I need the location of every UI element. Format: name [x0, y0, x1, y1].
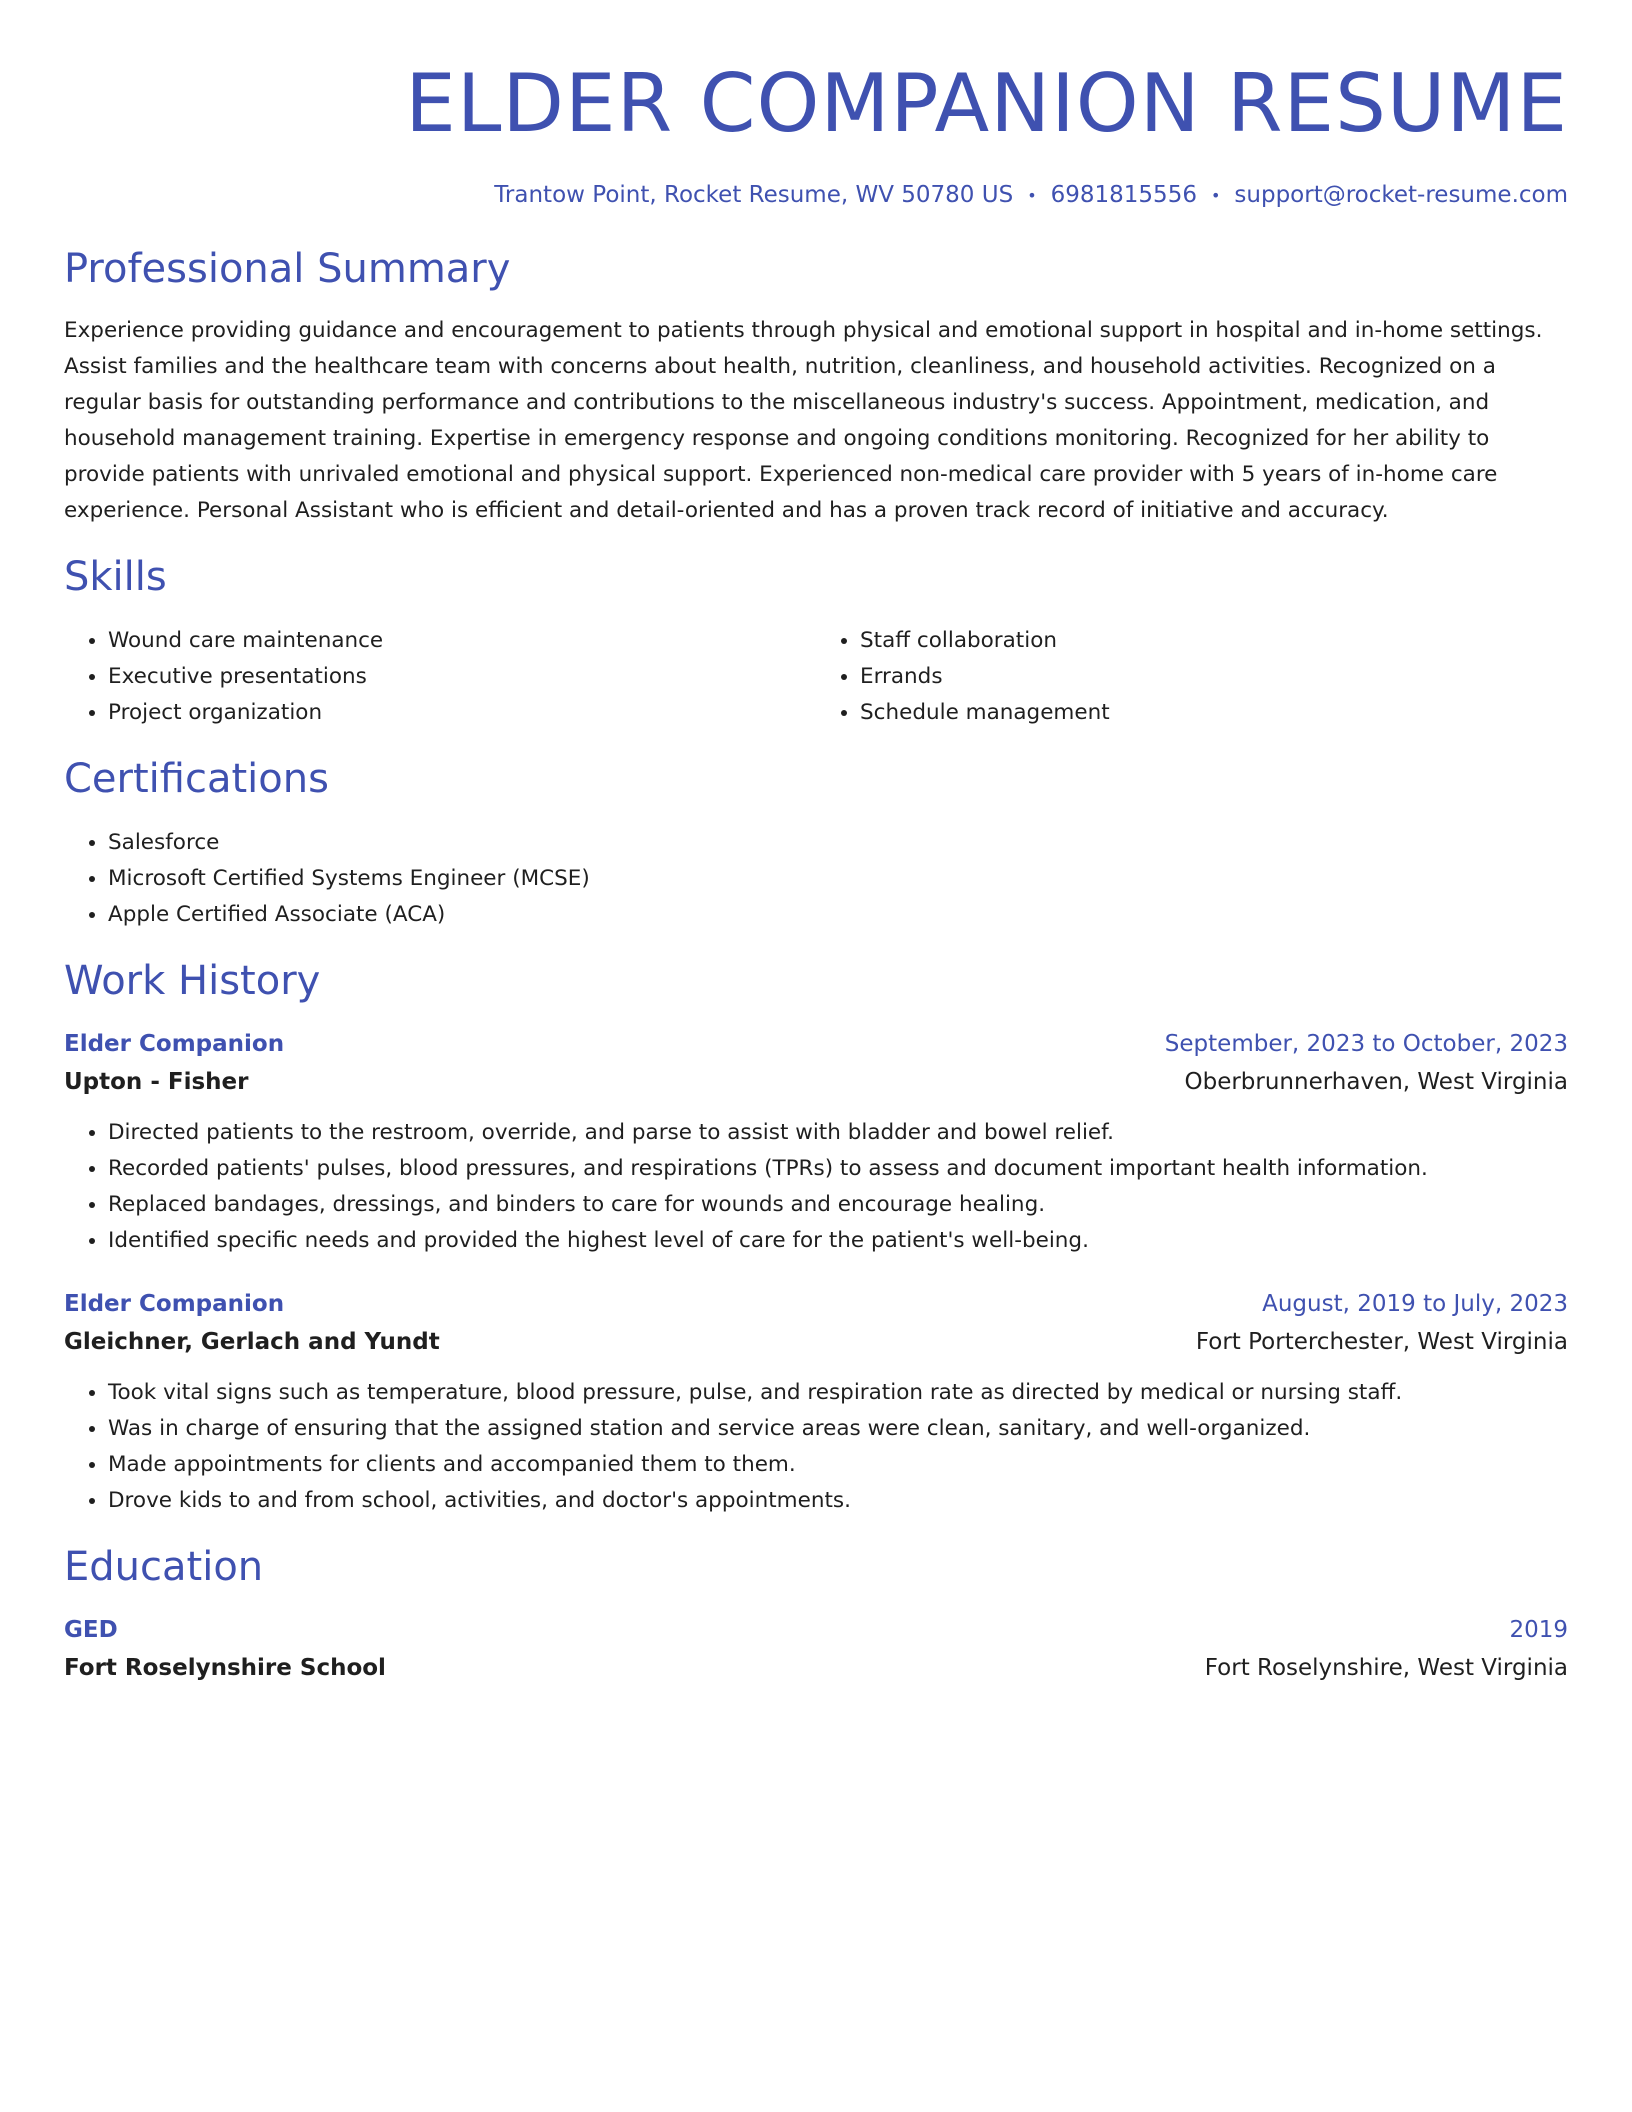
- education-heading: Education: [64, 1543, 264, 1590]
- certifications-list: [64, 825, 1568, 933]
- email: support@rocket-resume.com: [1234, 182, 1568, 208]
- certifications-heading: Certifications: [64, 755, 329, 802]
- job-bullet: • Took vital signs such as temperature, blood pressure, pulse, and respiration rate as directed by medical or nursing staff.: [108, 1375, 1568, 1411]
- job-company-row: [64, 1323, 1568, 1361]
- degree: GED: [64, 1616, 118, 1643]
- job-header-row: [64, 1025, 1568, 1063]
- school-name: Fort Roselynshire School: [64, 1654, 386, 1681]
- company-name: Gleichner, Gerlach and Yundt: [64, 1328, 440, 1355]
- skills-section: [64, 551, 1568, 731]
- contact-line: [64, 178, 1568, 213]
- job-bullet: • Made appointments for clients and accompanied them to them.: [108, 1447, 1568, 1483]
- job-location: Oberbrunnerhaven, West Virginia: [1184, 1068, 1568, 1095]
- education-section: [64, 1541, 1568, 1687]
- skill-item: • Executive presentations: [108, 659, 816, 695]
- job-bullet: • Replaced bandages, dressings, and binders to care for wounds and encourage healing.: [108, 1187, 1568, 1223]
- skill-item: • Schedule management: [860, 695, 1568, 731]
- certifications-section: [64, 753, 1568, 933]
- company-name: Upton - Fisher: [64, 1068, 249, 1095]
- job-bullet: • Recorded patients' pulses, blood pressures, and respirations (TPRs) to assess and document important health information.: [108, 1151, 1568, 1187]
- skills-heading: Skills: [64, 553, 167, 600]
- education-header-row: [64, 1611, 1568, 1649]
- bullet-separator: •: [1210, 185, 1221, 205]
- skill-item: • Project organization: [108, 695, 816, 731]
- skill-item: • Staff collaboration: [860, 623, 1568, 659]
- resume-name: ELDER COMPANION RESUME: [405, 57, 1568, 150]
- summary-text: Experience providing guidance and encouragement to patients through physical and emotional support in hospital and in-home settings. Assist families and the healthcare team with concerns about health, nutrition, cleanliness, and household activities. Recognized on a regular basis for outstanding performance and contributions to the miscellaneous industry's success. Appointment, medication, and household management training. Expertise in emergency response and ongoing conditions monitoring. Recognized for her ability to provide patients with unrivaled emotional and physical support. Experienced non-medical care provider with 5 years of in-home care experience. Personal Assistant who is efficient and detail-oriented and has a proven track record of initiative and accuracy.: [64, 317, 1543, 523]
- job-bullet: • Was in charge of ensuring that the assigned station and service areas were clean, sanitary, and well-organized.: [108, 1411, 1568, 1447]
- address: Trantow Point, Rocket Resume, WV 50780 US: [494, 182, 1014, 208]
- certification-item: • Microsoft Certified Systems Engineer (MCSE): [108, 861, 1568, 897]
- job-title: Elder Companion: [64, 1030, 285, 1057]
- summary-heading: Professional Summary: [64, 245, 511, 292]
- education-entry: [64, 1611, 1568, 1687]
- skill-item: • Errands: [860, 659, 1568, 695]
- job-dates: September, 2023 to October, 2023: [1164, 1030, 1568, 1057]
- summary-section: [64, 243, 1568, 529]
- job-bullets: [64, 1115, 1568, 1259]
- job-title: Elder Companion: [64, 1290, 285, 1317]
- skills-list-left: [64, 623, 816, 731]
- certification-item: • Apple Certified Associate (ACA): [108, 897, 1568, 933]
- education-year: 2019: [1509, 1616, 1568, 1643]
- skills-list-right: [816, 623, 1568, 731]
- job-bullet: • Drove kids to and from school, activities, and doctor's appointments.: [108, 1483, 1568, 1519]
- job-bullet: • Identified specific needs and provided the highest level of care for the patient's well-being.: [108, 1223, 1568, 1259]
- job-company-row: [64, 1063, 1568, 1101]
- job-entry: [64, 1025, 1568, 1259]
- education-school-row: [64, 1649, 1568, 1687]
- school-location: Fort Roselynshire, West Virginia: [1204, 1654, 1568, 1681]
- job-header-row: [64, 1285, 1568, 1323]
- skills-grid: [64, 623, 1568, 731]
- job-bullets: [64, 1375, 1568, 1519]
- job-entry: [64, 1285, 1568, 1519]
- job-location: Fort Porterchester, West Virginia: [1195, 1328, 1568, 1355]
- certification-item: • Salesforce: [108, 825, 1568, 861]
- skill-item: • Wound care maintenance: [108, 623, 816, 659]
- job-dates: August, 2019 to July, 2023: [1262, 1290, 1568, 1317]
- work-history-section: [64, 955, 1568, 1519]
- phone: 6981815556: [1050, 182, 1197, 208]
- bullet-separator: •: [1027, 185, 1037, 205]
- job-bullet: • Directed patients to the restroom, override, and parse to assist with bladder and bowel relief.: [108, 1115, 1568, 1151]
- work-history-heading: Work History: [64, 957, 321, 1004]
